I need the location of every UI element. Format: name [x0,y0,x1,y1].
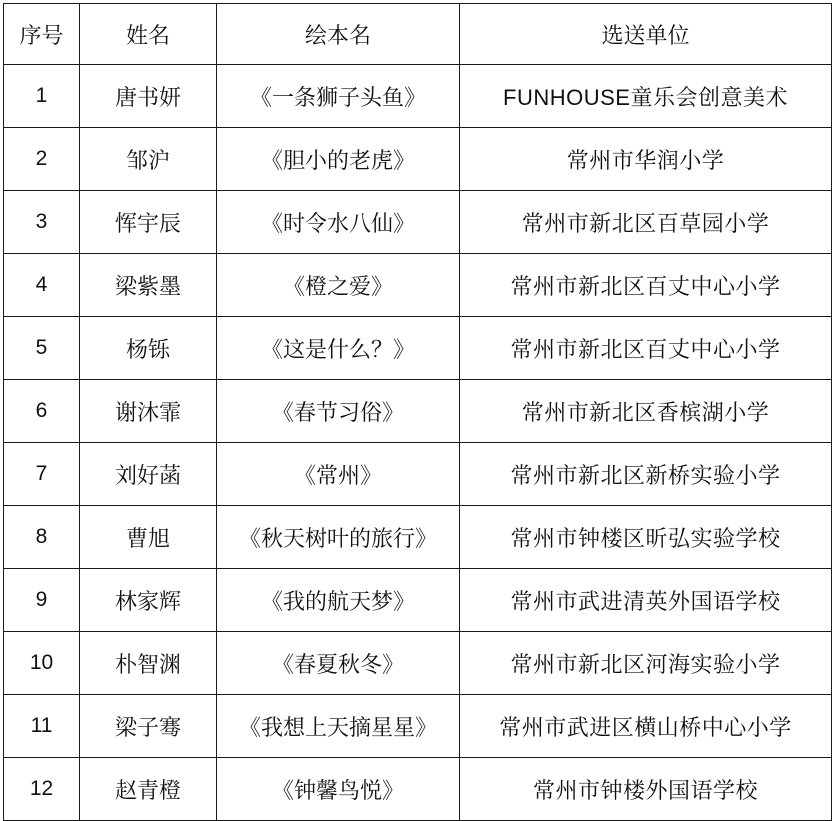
cell-submitting-unit: 常州市新北区百草园小学 [460,191,832,254]
table-row [4,65,832,128]
header-serial-number: 序号 [4,4,80,65]
cell-name: 林家辉 [80,569,217,632]
cell-submitting-unit: 常州市华润小学 [460,128,832,191]
cell-name: 邹沪 [80,128,217,191]
latin-text-run: FUNHOUSE [503,84,631,110]
table-row [4,254,832,317]
cjk-text-run: 童乐会创意美术 [630,85,788,111]
cell-name: 赵青橙 [80,758,217,821]
cell-submitting-unit [460,65,832,128]
cell-name: 梁紫墨 [80,254,217,317]
cell-book-title: 《胆小的老虎》 [217,128,460,191]
cell-serial-number: 6 [4,380,80,443]
cell-name: 恽宇辰 [80,191,217,254]
cell-name: 曹旭 [80,506,217,569]
cell-name: 刘好菡 [80,443,217,506]
cell-serial-number: 7 [4,443,80,506]
table-row [4,317,832,380]
cell-submitting-unit: 常州市武进区横山桥中心小学 [460,695,832,758]
cell-name: 谢沐霏 [80,380,217,443]
cell-name: 梁子骞 [80,695,217,758]
table-row [4,506,832,569]
cell-submitting-unit: 常州市新北区百丈中心小学 [460,317,832,380]
cell-serial-number: 10 [4,632,80,695]
cell-serial-number: 8 [4,506,80,569]
table-body [4,65,832,821]
header-book-title: 绘本名 [217,4,460,65]
cell-serial-number: 9 [4,569,80,632]
cell-serial-number: 12 [4,758,80,821]
header-row [4,4,832,65]
cell-name: 唐书妍 [80,65,217,128]
table-row [4,443,832,506]
document-sheet [3,3,831,814]
cell-book-title: 《春夏秋冬》 [217,632,460,695]
table-row [4,632,832,695]
header-submitting-unit: 选送单位 [460,4,832,65]
table-row [4,191,832,254]
cell-book-title: 《一条狮子头鱼》 [217,65,460,128]
cell-serial-number: 11 [4,695,80,758]
cell-submitting-unit: 常州市武进清英外国语学校 [460,569,832,632]
cell-serial-number: 1 [4,65,80,128]
cell-book-title: 《钟馨鸟悦》 [217,758,460,821]
cell-book-title: 《秋天树叶的旅行》 [217,506,460,569]
cell-submitting-unit: 常州市钟楼区昕弘实验学校 [460,506,832,569]
table-row [4,128,832,191]
cell-name: 朴智渊 [80,632,217,695]
cell-submitting-unit: 常州市新北区香槟湖小学 [460,380,832,443]
cell-submitting-unit: 常州市钟楼外国语学校 [460,758,832,821]
table-header [4,4,832,65]
cell-book-title: 《橙之爱》 [217,254,460,317]
cell-submitting-unit: 常州市新北区百丈中心小学 [460,254,832,317]
cell-book-title: 《这是什么？》 [217,317,460,380]
cell-serial-number: 3 [4,191,80,254]
cell-book-title: 《我的航天梦》 [217,569,460,632]
table-row [4,758,832,821]
table-row [4,695,832,758]
cell-book-title: 《我想上天摘星星》 [217,695,460,758]
table-row [4,380,832,443]
cell-book-title: 《春节习俗》 [217,380,460,443]
award-list-table [3,3,832,821]
cell-serial-number: 4 [4,254,80,317]
header-name: 姓名 [80,4,217,65]
cell-serial-number: 5 [4,317,80,380]
cell-book-title: 《时令水八仙》 [217,191,460,254]
cell-name: 杨铄 [80,317,217,380]
cell-book-title: 《常州》 [217,443,460,506]
cell-submitting-unit: 常州市新北区新桥实验小学 [460,443,832,506]
cell-submitting-unit: 常州市新北区河海实验小学 [460,632,832,695]
table-row [4,569,832,632]
cell-serial-number: 2 [4,128,80,191]
